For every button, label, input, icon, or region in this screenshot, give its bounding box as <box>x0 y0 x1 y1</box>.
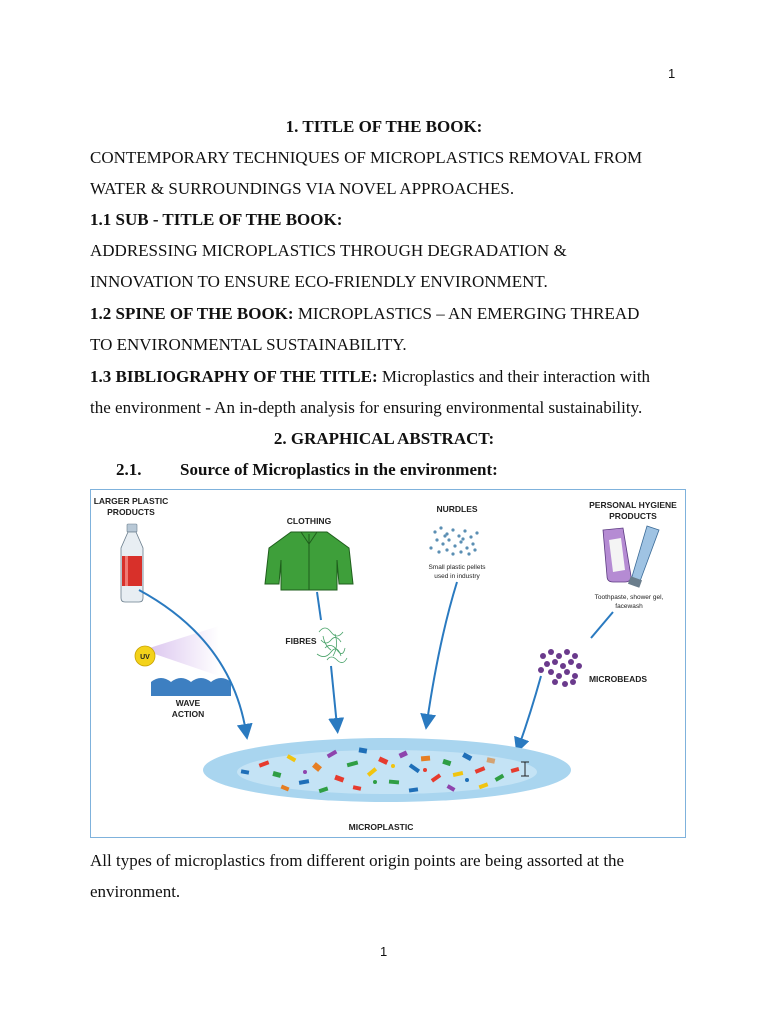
label-personal-hygiene-2: PRODUCTS <box>609 511 657 521</box>
label-toothpaste-2: facewash <box>615 603 643 610</box>
spine-heading: 1.2 SPINE OF THE BOOK: <box>90 304 294 323</box>
bibliography-line-1 <box>90 367 650 387</box>
hygiene-tubes-icon <box>603 526 659 588</box>
spine-text: MICROPLASTICS – AN EMERGING THREAD <box>293 304 640 323</box>
nurdles-icon <box>429 526 478 555</box>
label-microplastic: MICROPLASTIC <box>348 822 414 832</box>
book-title-line-2: WATER & SURROUNDINGS VIA NOVEL APPROACHES. <box>90 179 515 198</box>
book-title-line-1: CONTEMPORARY TECHNIQUES OF MICROPLASTICS REMOVAL FROM <box>90 148 643 167</box>
fibres-icon <box>317 628 347 663</box>
label-nurdles: NURDLES <box>436 504 478 514</box>
bibliography-text: Microplastics and their interaction with <box>377 367 651 386</box>
label-clothing: CLOTHING <box>286 516 332 526</box>
label-larger-plastic-2: PRODUCTS <box>107 507 155 517</box>
figure-illustration <box>91 490 687 839</box>
label-pellets-1: Small plastic pellets <box>428 564 486 571</box>
jacket-icon <box>265 532 353 590</box>
label-toothpaste-1: Toothpaste, shower gel, <box>594 594 664 601</box>
subtitle-heading: 1.1 SUB - TITLE OF THE BOOK: <box>90 210 343 229</box>
microbeads-icon <box>538 649 582 687</box>
spine-line-2: TO ENVIRONMENTAL SUSTAINABILITY. <box>90 335 407 354</box>
subtitle-line-2: INNOVATION TO ENSURE ECO-FRIENDLY ENVIRONMENT. <box>90 272 548 291</box>
label-microbeads: MICROBEADS <box>588 674 648 684</box>
section-1-heading: 1. TITLE OF THE BOOK: <box>285 117 483 136</box>
subsection-2-1-number: 2.1. <box>116 460 142 479</box>
caption-line-2: environment. <box>90 882 181 901</box>
uv-sun-icon <box>135 646 155 666</box>
label-fibres: FIBRES <box>285 636 317 646</box>
page-number-bottom: 1 <box>380 944 388 959</box>
subtitle-line-1: ADDRESSING MICROPLASTICS THROUGH DEGRADATION & <box>90 241 567 260</box>
section-2-heading: 2. GRAPHICAL ABSTRACT: <box>273 429 495 448</box>
page-number-top: 1 <box>668 66 676 81</box>
subsection-2-1-title: Source of Microplastics in the environment: <box>180 460 498 479</box>
uv-beam <box>143 626 219 676</box>
label-wave-2: ACTION <box>171 709 205 719</box>
label-wave-1: WAVE <box>175 698 201 708</box>
bibliography-line-2: the environment - An in-depth analysis for ensuring environmental sustainability. <box>90 398 643 417</box>
spine-line-1 <box>90 304 639 324</box>
svg-text:UV: UV <box>140 654 150 661</box>
caption-line-1: All types of microplastics from different origin points are being assorted at the <box>90 851 625 870</box>
label-larger-plastic-1: LARGER PLASTIC <box>93 496 169 506</box>
microplastics-source-figure <box>90 489 686 838</box>
label-pellets-2: used in industry <box>434 573 480 580</box>
wave-icon <box>151 678 231 696</box>
label-personal-hygiene-1: PERSONAL HYGIENE <box>589 500 677 510</box>
bibliography-heading: 1.3 BIBLIOGRAPHY OF THE TITLE: <box>90 367 378 386</box>
